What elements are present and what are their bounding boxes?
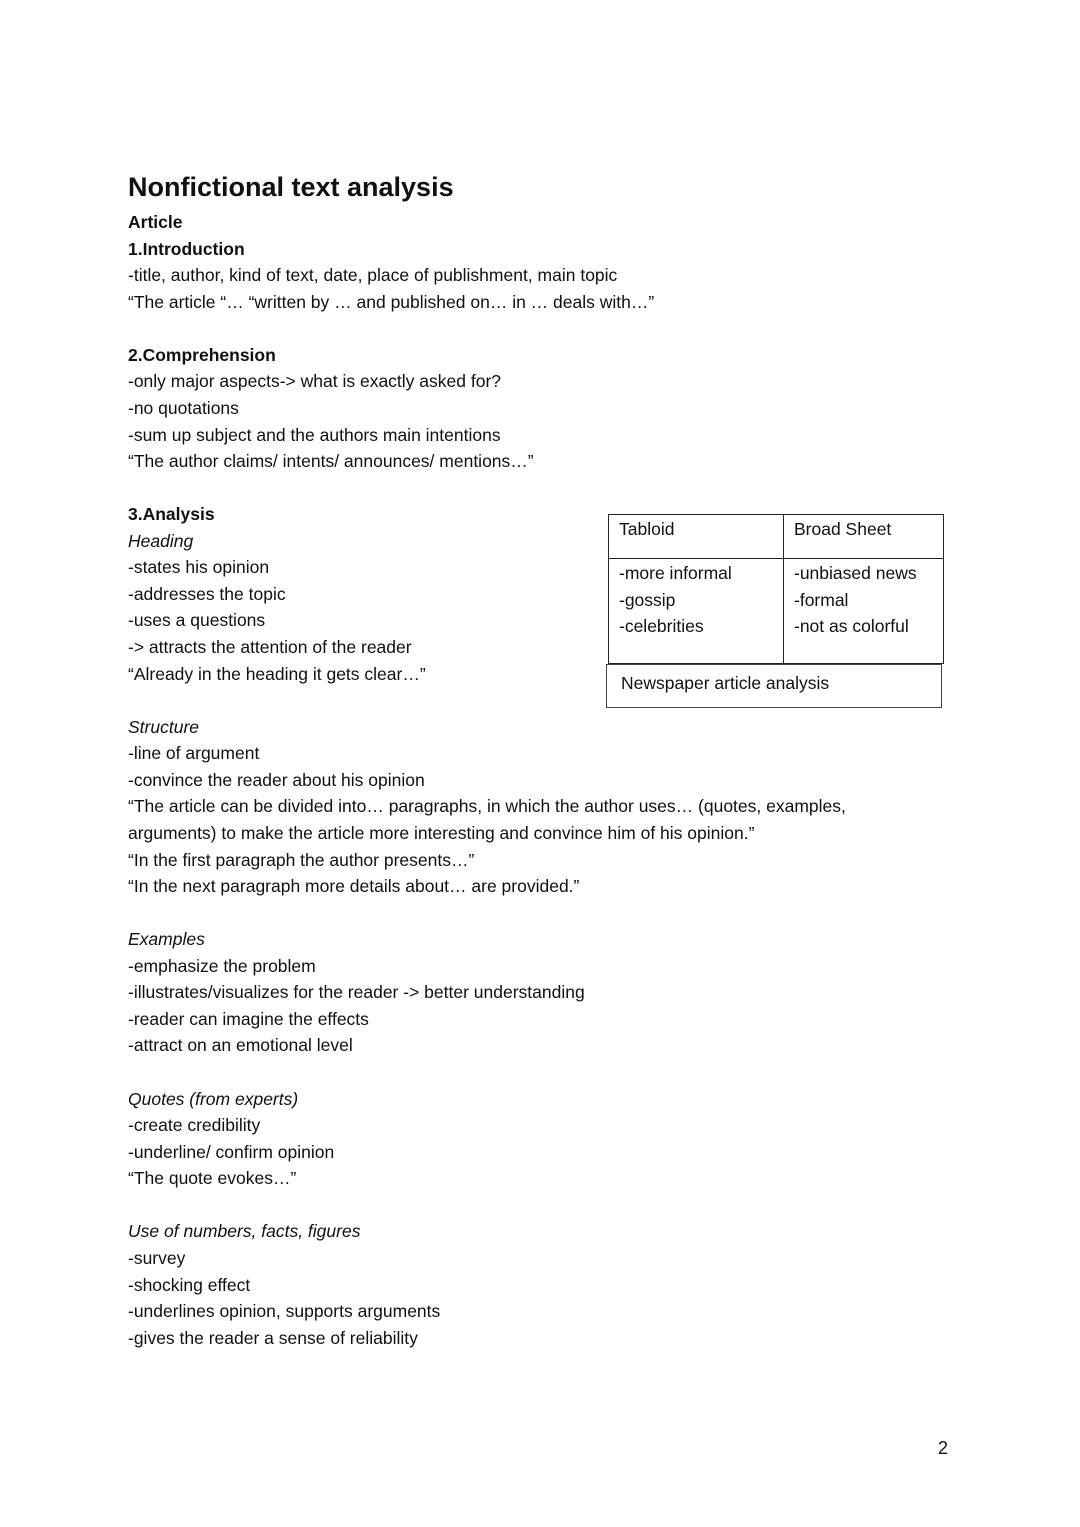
text-line: -formal [794,589,849,610]
comparison-table [608,514,944,664]
subsection-label: Use of numbers, facts, figures [128,1221,361,1242]
text-line: -shocking effect [128,1274,251,1295]
text-line: “In the first paragraph the author presents…” [128,849,475,870]
text-line: -convince the reader about his opinion [128,769,425,790]
text-line: -addresses the topic [128,583,286,604]
text-line: -> attracts the attention of the reader [128,637,412,657]
subsection-label: Examples [128,929,205,950]
page-number: 2 [938,1438,949,1458]
text-line: -unbiased news [794,563,917,583]
text-line: -illustrates/visualizes for the reader -> better understanding [128,982,585,1003]
text-line: -states his opinion [128,557,270,578]
text-line: -underline/ confirm opinion [128,1141,335,1162]
text-line: -line of argument [128,743,260,764]
subsection-label: Heading [128,530,194,551]
text-line: -celebrities [619,616,704,637]
text-line: -more informal [619,563,732,583]
text-line: -sum up subject and the authors main intentions [128,424,501,445]
text-line: -no quotations [128,397,239,418]
text-line: -reader can imagine the effects [128,1008,369,1029]
text-line: -emphasize the problem [128,955,316,976]
text-line: “Already in the heading it gets clear…” [128,663,426,684]
text-line: “The article “… “written by … and published on… in … deals with…” [128,291,655,312]
section-heading: 3.Analysis [128,504,215,525]
broadsheet-cell [794,560,917,640]
subtitle: Article [128,212,183,232]
text-line: -gossip [619,589,676,610]
text-line: -attract on an emotional level [128,1035,353,1056]
table-caption: Newspaper article analysis [606,664,942,708]
text-line: -uses a questions [128,610,266,631]
text-line: -only major aspects-> what is exactly asked for? [128,371,502,392]
document-body [128,209,958,1351]
tabloid-cell [619,560,732,640]
text-line: -title, author, kind of text, date, place of publishment, main topic [128,265,618,286]
section-heading: 1.Introduction [128,238,245,259]
text-line: -not as colorful [794,616,909,637]
text-line: “The quote evokes…” [128,1168,297,1189]
table-header-tabloid: Tabloid [619,519,675,539]
subsection-label: Quotes (from experts) [128,1088,299,1109]
text-line: -survey [128,1247,186,1268]
text-line: -underlines opinion, supports arguments [128,1301,441,1322]
section-heading: 2.Comprehension [128,344,276,365]
page-title: Nonfictional text analysis [128,172,454,202]
text-line: -create credibility [128,1115,261,1136]
text-line: “The author claims/ intents/ announces/ mentions…” [128,451,534,472]
table-header-broadsheet: Broad Sheet [794,519,892,539]
text-line: “In the next paragraph more details about… are provided.” [128,876,580,897]
text-line: “The article can be divided into… paragraphs, in which the author uses… (quotes, examples, [128,796,846,817]
subsection-label: Structure [128,716,199,737]
text-line: arguments) to make the article more interesting and convince him of his opinion.” [128,822,755,843]
text-line: -gives the reader a sense of reliability [128,1327,418,1348]
